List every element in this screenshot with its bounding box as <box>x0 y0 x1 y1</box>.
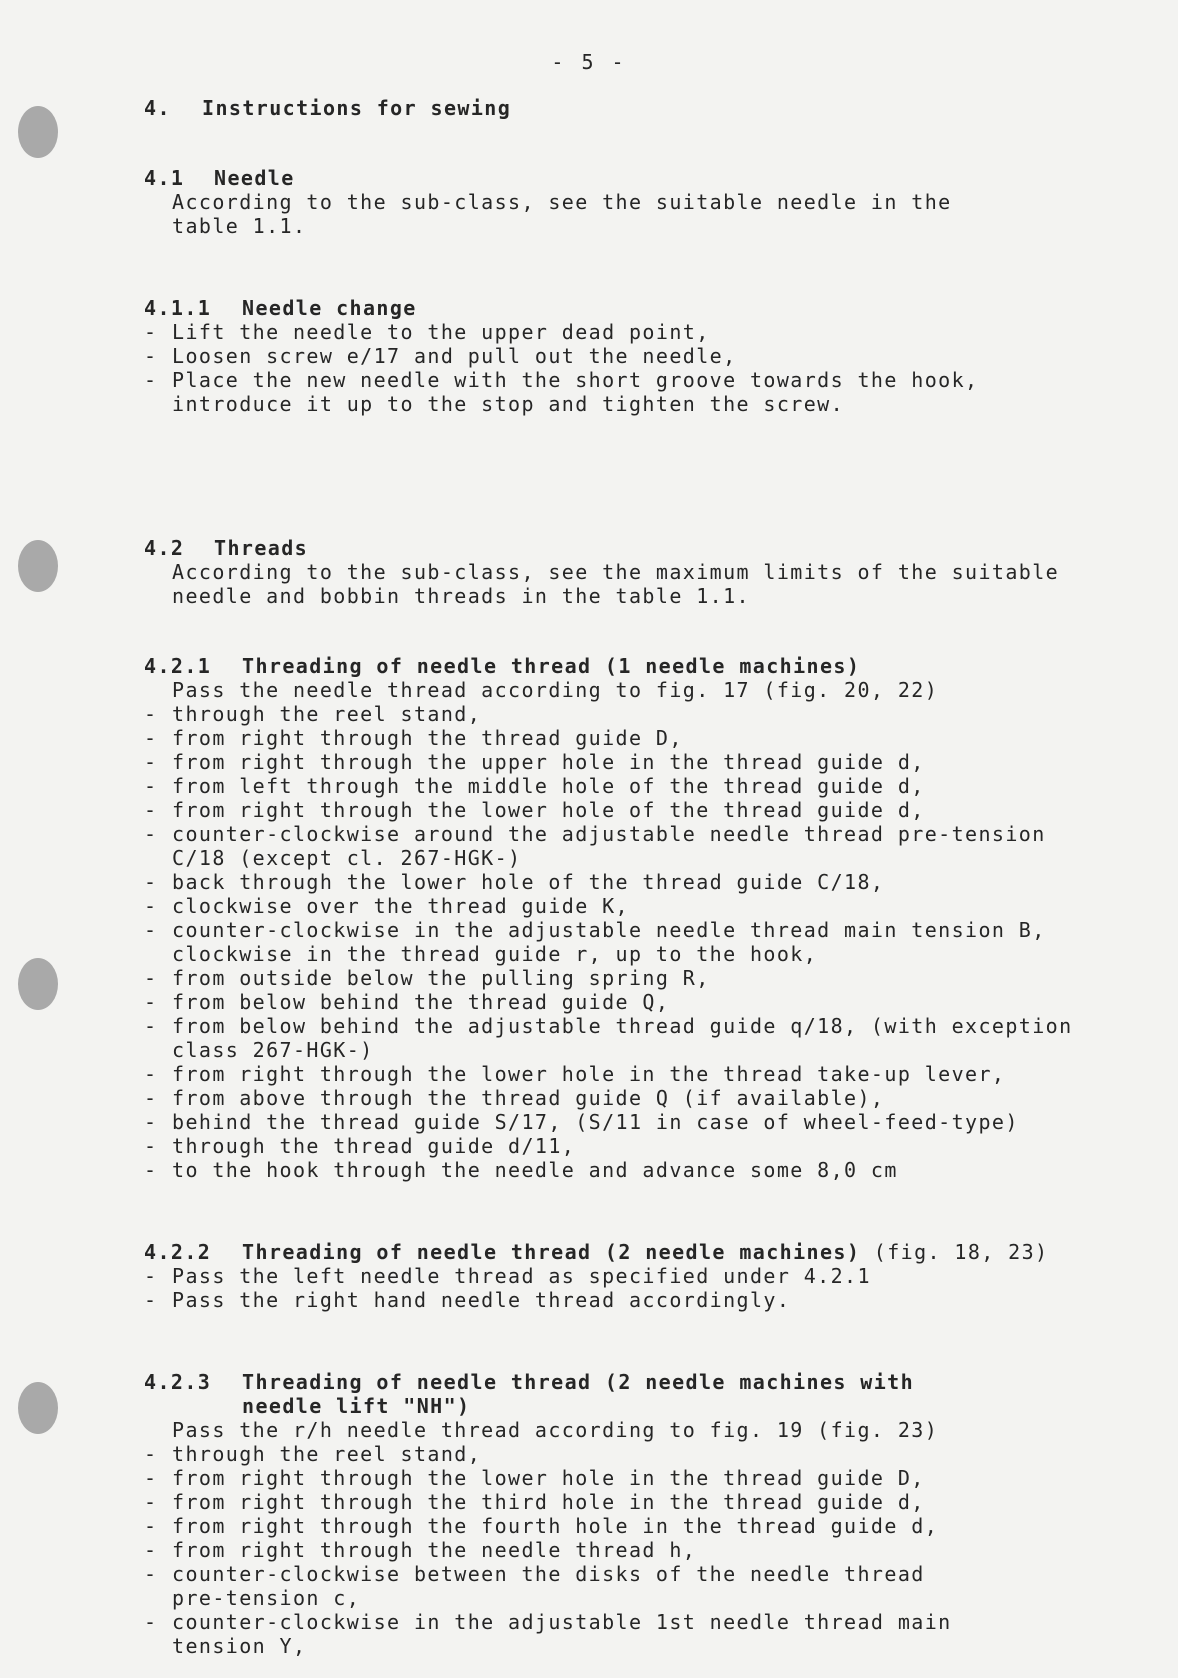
list-item: - from above through the thread guide Q (if available), <box>144 1086 885 1110</box>
section-title: Threading of needle thread (1 needle machines) <box>242 654 861 678</box>
paragraph-line: According to the sub-class, see the suitable needle in the <box>172 190 952 214</box>
section-heading <box>144 1370 1144 1418</box>
punch-hole <box>18 106 58 158</box>
section-4-2-2 <box>144 1240 1144 1312</box>
section-heading <box>144 654 1144 678</box>
section-number: 4.1 <box>144 166 185 190</box>
list-item: - Loosen screw e/17 and pull out the needle, <box>144 344 737 368</box>
section-number: 4.2 <box>144 536 185 560</box>
section-title: Needle <box>214 166 295 190</box>
list-item: - counter-clockwise in the adjustable needle thread main tension B, <box>144 918 1046 942</box>
section-title: Threading of needle thread (2 needle machines) <box>242 1240 861 1264</box>
page-number: - 5 - <box>551 50 627 74</box>
section-number: 4.2.3 <box>144 1370 212 1394</box>
list-item: - from below behind the thread guide Q, <box>144 990 670 1014</box>
list-item: - through the reel stand, <box>144 1442 482 1466</box>
section-4-1-1 <box>144 296 1144 416</box>
list-item: - from right through the third hole in the thread guide d, <box>144 1490 925 1514</box>
list-item: - from right through the needle thread h, <box>144 1538 697 1562</box>
list-item: - Lift the needle to the upper dead point, <box>144 320 710 344</box>
list-item-cont: tension Y, <box>172 1634 307 1658</box>
list-item: - clockwise over the thread guide K, <box>144 894 629 918</box>
list-item: - behind the thread guide S/17, (S/11 in case of wheel-feed-type) <box>144 1110 1019 1134</box>
list-item: - through the thread guide d/11, <box>144 1134 576 1158</box>
section-number: 4.1.1 <box>144 296 212 320</box>
section-title: Threading of needle thread (2 needle machines with <box>242 1370 915 1394</box>
page-content <box>144 96 1144 1658</box>
list-item-cont: C/18 (except cl. 267-HGK-) <box>172 846 522 870</box>
list-item-cont: class 267-HGK-) <box>172 1038 374 1062</box>
list-item: - counter-clockwise in the adjustable 1st needle thread main <box>144 1610 952 1634</box>
paragraph-line: table 1.1. <box>172 214 307 238</box>
section-4-2-3 <box>144 1370 1144 1658</box>
section-heading <box>144 166 1144 190</box>
list-item: - from right through the thread guide D, <box>144 726 683 750</box>
list-item-cont: introduce it up to the stop and tighten the screw. <box>172 392 845 416</box>
list-item: - from right through the lower hole of the thread guide d, <box>144 798 925 822</box>
list-item: - from outside below the pulling spring R, <box>144 966 710 990</box>
list-item: - Pass the right hand needle thread accordingly. <box>144 1288 791 1312</box>
list-item: - Pass the left needle thread as specified under 4.2.1 <box>144 1264 871 1288</box>
punch-hole <box>18 1382 58 1434</box>
chapter-title-text: Instructions for sewing <box>202 96 512 120</box>
punch-hole <box>18 540 58 592</box>
section-heading <box>144 1240 1144 1264</box>
list-item: - from below behind the adjustable thread guide q/18, (with exception <box>144 1014 1073 1038</box>
section-title-suffix: (fig. 18, 23) <box>873 1240 1049 1264</box>
section-title-cont: needle lift "NH") <box>242 1394 471 1418</box>
paragraph-line: Pass the r/h needle thread according to fig. 19 (fig. 23) <box>172 1418 939 1442</box>
chapter-title <box>144 96 1144 120</box>
section-number: 4.2.1 <box>144 654 212 678</box>
section-4-2 <box>144 536 1144 608</box>
paragraph-line: Pass the needle thread according to fig. 17 (fig. 20, 22) <box>172 678 939 702</box>
list-item: - through the reel stand, <box>144 702 482 726</box>
section-title: Needle change <box>242 296 417 320</box>
section-heading <box>144 296 1144 320</box>
list-item: - counter-clockwise around the adjustable needle thread pre-tension <box>144 822 1046 846</box>
list-item: - back through the lower hole of the thread guide C/18, <box>144 870 885 894</box>
section-4-2-1 <box>144 654 1144 1182</box>
paragraph-line: According to the sub-class, see the maximum limits of the suitable <box>172 560 1060 584</box>
list-item: - from right through the fourth hole in the thread guide d, <box>144 1514 939 1538</box>
chapter-number: 4. <box>144 96 171 120</box>
list-item: - from right through the lower hole in the thread guide D, <box>144 1466 925 1490</box>
list-item: - from right through the upper hole in the thread guide d, <box>144 750 925 774</box>
list-item: - counter-clockwise between the disks of the needle thread <box>144 1562 925 1586</box>
list-item-cont: pre-tension c, <box>172 1586 361 1610</box>
punch-hole <box>18 958 58 1010</box>
section-title: Threads <box>214 536 309 560</box>
section-4-1 <box>144 166 1144 238</box>
list-item: - from left through the middle hole of the thread guide d, <box>144 774 925 798</box>
list-item: - from right through the lower hole in the thread take-up lever, <box>144 1062 1006 1086</box>
list-item: - to the hook through the needle and advance some 8,0 cm <box>144 1158 898 1182</box>
section-number: 4.2.2 <box>144 1240 212 1264</box>
list-item: - Place the new needle with the short groove towards the hook, <box>144 368 979 392</box>
section-heading <box>144 536 1144 560</box>
paragraph-line: needle and bobbin threads in the table 1.1. <box>172 584 750 608</box>
list-item-cont: clockwise in the thread guide r, up to the hook, <box>172 942 818 966</box>
